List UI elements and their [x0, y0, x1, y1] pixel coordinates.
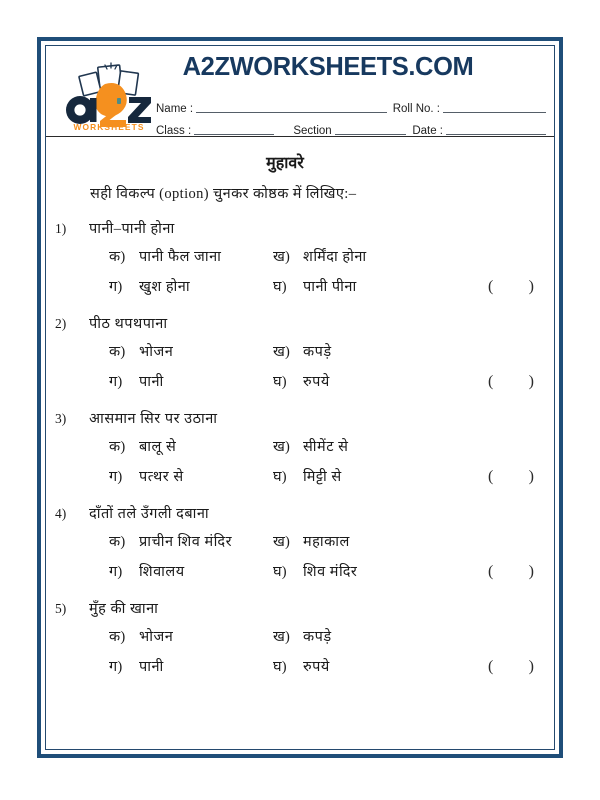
- question-number: 5): [55, 601, 67, 616]
- date-label: Date :: [412, 125, 443, 137]
- bracket-open: (: [488, 278, 494, 295]
- class-input[interactable]: [194, 123, 274, 135]
- worksheet-instruction: सही विकल्प (option) चुनकर कोष्ठक में लिखिए:–: [90, 186, 357, 202]
- question-text: पीठ थपथपाना: [89, 316, 168, 332]
- option-row: [46, 652, 554, 682]
- option-text: रुपये: [303, 374, 330, 390]
- question-item: [46, 596, 554, 682]
- date-group: [410, 123, 550, 137]
- option-text: खुश होना: [139, 279, 191, 295]
- option-text: भोजन: [139, 629, 174, 645]
- option-label: घ): [273, 374, 287, 390]
- option-label: ग): [109, 659, 123, 675]
- option-choice[interactable]: [109, 367, 164, 397]
- bracket-close: ): [528, 373, 534, 390]
- question-header: [46, 216, 554, 242]
- option-text: प्राचीन शिव मंदिर: [139, 534, 232, 550]
- question-header: [46, 501, 554, 527]
- option-row: [46, 367, 554, 397]
- question-text: मुँह की खाना: [89, 601, 159, 617]
- option-label: घ): [273, 659, 287, 675]
- option-text: महाकाल: [303, 534, 350, 550]
- class-label: Class :: [156, 125, 192, 137]
- option-text: कपड़े: [303, 344, 332, 360]
- option-label: ग): [109, 374, 123, 390]
- option-row: [46, 432, 554, 462]
- option-text: मिट्टी से: [303, 469, 342, 485]
- answer-bracket[interactable]: [488, 367, 534, 397]
- option-choice[interactable]: [273, 367, 330, 397]
- option-text: कपड़े: [303, 629, 332, 645]
- option-choice[interactable]: [109, 242, 221, 272]
- question-item: [46, 501, 554, 587]
- question-item: [46, 311, 554, 397]
- option-text: बालू से: [139, 439, 177, 455]
- worksheet-body: [46, 137, 554, 682]
- bracket-close: ): [528, 563, 534, 580]
- option-choice[interactable]: [109, 462, 184, 492]
- bracket-close: ): [528, 468, 534, 485]
- option-choice[interactable]: [273, 432, 348, 462]
- question-text: दाँतों तले उँगली दबाना: [89, 506, 210, 522]
- option-label: ख): [273, 249, 291, 265]
- question-number: 2): [55, 316, 67, 331]
- option-row: [46, 272, 554, 302]
- option-row: [46, 527, 554, 557]
- option-choice[interactable]: [273, 527, 350, 557]
- answer-bracket[interactable]: [488, 652, 534, 682]
- section-input[interactable]: [335, 123, 407, 135]
- option-label: ख): [273, 534, 291, 550]
- roll-no-label: Roll No. :: [392, 103, 440, 115]
- question-number: 4): [55, 506, 67, 521]
- option-choice[interactable]: [273, 272, 357, 302]
- option-text: शर्मिंदा होना: [303, 249, 367, 265]
- option-label: ग): [109, 469, 123, 485]
- question-header: [46, 311, 554, 337]
- option-label: क): [109, 534, 126, 550]
- logo-subtext: WORKSHEETS: [73, 122, 145, 132]
- option-choice[interactable]: [273, 652, 330, 682]
- question-header: [46, 406, 554, 432]
- roll-group: [391, 101, 550, 115]
- option-label: ख): [273, 629, 291, 645]
- option-choice[interactable]: [109, 557, 185, 587]
- date-input[interactable]: [446, 123, 546, 135]
- option-label: ग): [109, 279, 123, 295]
- option-label: घ): [273, 564, 287, 580]
- field-row-class-section-date: [156, 115, 550, 137]
- bracket-open: (: [488, 658, 494, 675]
- brand-title: A2ZWORKSHEETS.COM: [182, 53, 474, 81]
- bracket-open: (: [488, 563, 494, 580]
- question-item: [46, 406, 554, 492]
- question-number: 1): [55, 221, 67, 236]
- option-row: [46, 462, 554, 492]
- question-text: आसमान सिर पर उठाना: [89, 411, 218, 427]
- option-choice[interactable]: [273, 557, 357, 587]
- name-label: Name :: [156, 103, 194, 115]
- option-label: क): [109, 344, 126, 360]
- worksheet-header: [46, 46, 554, 137]
- question-text: पानी–पानी होना: [89, 221, 175, 237]
- question-number: 3): [55, 411, 67, 426]
- bracket-close: ): [528, 278, 534, 295]
- option-choice[interactable]: [109, 622, 173, 652]
- option-text: भोजन: [139, 344, 174, 360]
- option-text: पानी: [139, 374, 164, 390]
- option-choice[interactable]: [109, 652, 164, 682]
- option-choice[interactable]: [273, 622, 332, 652]
- section-label: Section: [293, 125, 332, 137]
- option-row: [46, 622, 554, 652]
- option-label: क): [109, 629, 126, 645]
- answer-bracket[interactable]: [488, 272, 534, 302]
- option-label: ख): [273, 439, 291, 455]
- option-label: घ): [273, 279, 287, 295]
- option-text: पानी पीना: [303, 279, 357, 295]
- option-text: शिवालय: [139, 564, 185, 580]
- option-label: ख): [273, 344, 291, 360]
- option-choice[interactable]: [273, 462, 342, 492]
- option-choice[interactable]: [109, 527, 232, 557]
- option-choice[interactable]: [273, 337, 332, 367]
- bracket-open: (: [488, 373, 494, 390]
- option-choice[interactable]: [109, 337, 173, 367]
- worksheet-title: मुहावरे: [266, 155, 304, 172]
- question-header: [46, 596, 554, 622]
- questions-list: [46, 216, 554, 682]
- option-text: रुपये: [303, 659, 330, 675]
- worksheet-sheet: [41, 41, 559, 754]
- student-info-fields: [156, 93, 550, 137]
- option-text: पानी: [139, 659, 164, 675]
- roll-no-input[interactable]: [443, 101, 546, 113]
- option-row: [46, 337, 554, 367]
- bracket-open: (: [488, 468, 494, 485]
- option-choice[interactable]: [109, 272, 190, 302]
- option-text: पानी फैल जाना: [139, 249, 222, 265]
- option-choice[interactable]: [273, 242, 367, 272]
- option-text: पत्थर से: [139, 469, 184, 485]
- name-input[interactable]: [196, 101, 387, 113]
- option-choice[interactable]: [109, 432, 176, 462]
- option-row: [46, 557, 554, 587]
- option-row: [46, 242, 554, 272]
- answer-bracket[interactable]: [488, 462, 534, 492]
- option-label: घ): [273, 469, 287, 485]
- option-label: ग): [109, 564, 123, 580]
- question-item: [46, 216, 554, 302]
- answer-bracket[interactable]: [488, 557, 534, 587]
- option-text: सीमेंट से: [303, 439, 349, 455]
- bracket-close: ): [528, 658, 534, 675]
- option-label: क): [109, 439, 126, 455]
- field-row-name-roll: [156, 93, 550, 115]
- option-label: क): [109, 249, 126, 265]
- option-text: शिव मंदिर: [303, 564, 358, 580]
